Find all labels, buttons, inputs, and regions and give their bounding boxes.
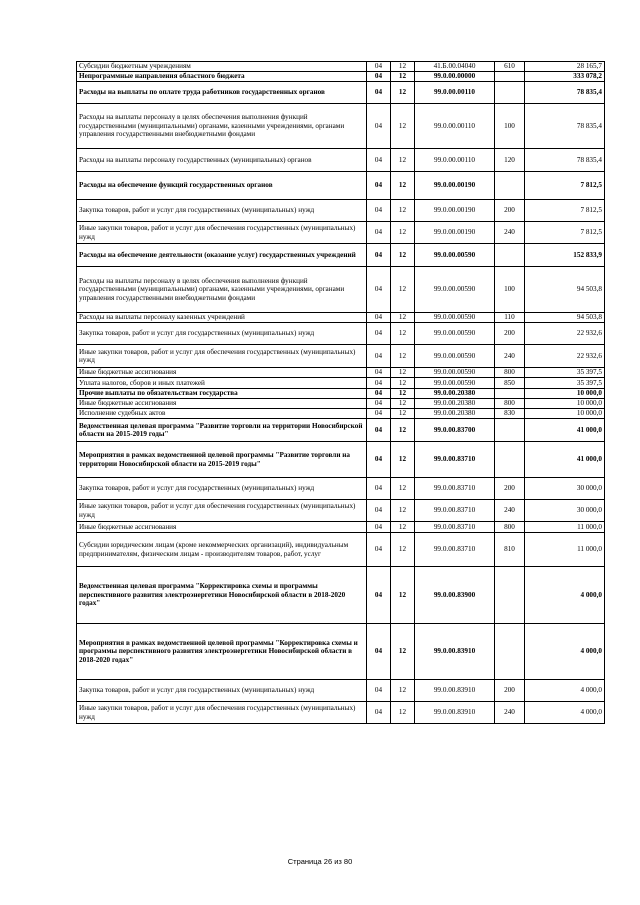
expense-name-cell: Иные закупки товаров, работ и услуг для обеспечения государственных (муниципальных) нужд [77, 222, 367, 244]
amount-cell: 94 503,8 [525, 313, 605, 323]
expense-type-cell [495, 244, 525, 267]
table-row [77, 368, 605, 378]
section-cell: 04 [367, 62, 391, 72]
target-article-cell: 99.0.00.00590 [415, 323, 495, 345]
expense-type-cell: 200 [495, 323, 525, 345]
amount-cell: 4 000,0 [525, 680, 605, 702]
target-article-cell: 99.0.00.00590 [415, 378, 495, 389]
amount-cell: 78 835,4 [525, 104, 605, 149]
expense-name-cell: Расходы на обеспечение деятельности (оказание услуг) государственных учреждений [77, 244, 367, 267]
amount-cell: 94 503,8 [525, 267, 605, 313]
subsection-cell: 12 [391, 267, 415, 313]
target-article-cell: 99.0.00.83910 [415, 702, 495, 724]
amount-cell: 28 165,7 [525, 62, 605, 72]
amount-cell: 30 000,0 [525, 478, 605, 500]
expense-type-cell [495, 82, 525, 104]
target-article-cell: 99.0.00.83710 [415, 522, 495, 533]
subsection-cell: 12 [391, 702, 415, 724]
amount-cell: 7 812,5 [525, 200, 605, 222]
subsection-cell: 12 [391, 200, 415, 222]
expense-type-cell [495, 72, 525, 82]
target-article-cell: 99.0.00.20380 [415, 389, 495, 399]
target-article-cell: 99.0.00.00110 [415, 82, 495, 104]
amount-cell: 4 000,0 [525, 567, 605, 624]
expense-type-cell [495, 419, 525, 442]
target-article-cell: 99.0.00.83910 [415, 624, 495, 680]
expense-name-cell: Закупка товаров, работ и услуг для государственных (муниципальных) нужд [77, 680, 367, 702]
amount-cell: 30 000,0 [525, 500, 605, 522]
expense-name-cell: Иные бюджетные ассигнования [77, 522, 367, 533]
expense-name-cell: Иные бюджетные ассигнования [77, 399, 367, 409]
table-row [77, 222, 605, 244]
section-cell: 04 [367, 323, 391, 345]
expense-type-cell: 100 [495, 267, 525, 313]
table-row [77, 624, 605, 680]
expense-type-cell: 200 [495, 680, 525, 702]
expense-name-cell: Ведомственная целевая программа "Корректировка схемы и программы перспективного развития электроэнергетики Новосибирской области в 2018-2020 годах" [77, 567, 367, 624]
section-cell: 04 [367, 624, 391, 680]
expense-name-cell: Субсидии юридическим лицам (кроме некоммерческих организаций), индивидуальным предпринимателям, физическим лицам - производителям товаров, работ, услуг [77, 533, 367, 567]
subsection-cell: 12 [391, 82, 415, 104]
subsection-cell: 12 [391, 72, 415, 82]
section-cell: 04 [367, 419, 391, 442]
expense-name-cell: Расходы на выплаты по оплате труда работников государственных органов [77, 82, 367, 104]
expense-name-cell: Субсидии бюджетным учреждениям [77, 62, 367, 72]
expense-name-cell: Иные закупки товаров, работ и услуг для обеспечения государственных (муниципальных) нужд [77, 345, 367, 368]
expense-name-cell: Расходы на выплаты персоналу в целях обеспечения выполнения функций государственными (муниципальными) органами, казенными учреждениями, органами управления государственными внебюджетными фондами [77, 267, 367, 313]
section-cell: 04 [367, 244, 391, 267]
amount-cell: 333 078,2 [525, 72, 605, 82]
subsection-cell: 12 [391, 222, 415, 244]
section-cell: 04 [367, 389, 391, 399]
section-cell: 04 [367, 533, 391, 567]
section-cell: 04 [367, 680, 391, 702]
target-article-cell: 99.0.00.00590 [415, 368, 495, 378]
expense-name-cell: Иные закупки товаров, работ и услуг для обеспечения государственных (муниципальных) нужд [77, 702, 367, 724]
subsection-cell: 12 [391, 419, 415, 442]
amount-cell: 35 397,5 [525, 368, 605, 378]
section-cell: 04 [367, 378, 391, 389]
section-cell: 04 [367, 702, 391, 724]
table-row [77, 62, 605, 72]
table-row [77, 244, 605, 267]
table-row [77, 323, 605, 345]
subsection-cell: 12 [391, 624, 415, 680]
target-article-cell: 41.Б.00.04040 [415, 62, 495, 72]
expense-type-cell: 800 [495, 522, 525, 533]
amount-cell: 7 812,5 [525, 172, 605, 200]
table-row [77, 680, 605, 702]
subsection-cell: 12 [391, 62, 415, 72]
table-row [77, 149, 605, 172]
section-cell: 04 [367, 149, 391, 172]
target-article-cell: 99.0.00.00590 [415, 345, 495, 368]
expense-type-cell [495, 172, 525, 200]
target-article-cell: 99.0.00.00590 [415, 267, 495, 313]
subsection-cell: 12 [391, 522, 415, 533]
target-article-cell: 99.0.00.83710 [415, 533, 495, 567]
table-row [77, 442, 605, 478]
table-row [77, 104, 605, 149]
expense-type-cell: 240 [495, 702, 525, 724]
subsection-cell: 12 [391, 389, 415, 399]
expense-name-cell: Уплата налогов, сборов и иных платежей [77, 378, 367, 389]
table-row [77, 522, 605, 533]
section-cell: 04 [367, 478, 391, 500]
section-cell: 04 [367, 104, 391, 149]
expense-type-cell: 100 [495, 104, 525, 149]
table-row [77, 500, 605, 522]
expense-type-cell: 200 [495, 200, 525, 222]
budget-table-body [77, 62, 605, 724]
table-row [77, 267, 605, 313]
target-article-cell: 99.0.00.00190 [415, 172, 495, 200]
expense-name-cell: Расходы на выплаты персоналу в целях обеспечения выполнения функций государственными (муниципальными) органами, казенными учреждениями, органами управления государственными внебюджетными фондами [77, 104, 367, 149]
target-article-cell: 99.0.00.83700 [415, 419, 495, 442]
expense-type-cell: 110 [495, 313, 525, 323]
subsection-cell: 12 [391, 500, 415, 522]
expense-name-cell: Прочие выплаты по обязательствам государства [77, 389, 367, 399]
section-cell: 04 [367, 522, 391, 533]
expense-name-cell: Закупка товаров, работ и услуг для государственных (муниципальных) нужд [77, 323, 367, 345]
section-cell: 04 [367, 500, 391, 522]
table-row [77, 419, 605, 442]
amount-cell: 4 000,0 [525, 702, 605, 724]
subsection-cell: 12 [391, 533, 415, 567]
section-cell: 04 [367, 442, 391, 478]
table-row [77, 172, 605, 200]
expense-name-cell: Закупка товаров, работ и услуг для государственных (муниципальных) нужд [77, 478, 367, 500]
table-row [77, 345, 605, 368]
amount-cell: 10 000,0 [525, 399, 605, 409]
amount-cell: 41 000,0 [525, 442, 605, 478]
expense-type-cell: 810 [495, 533, 525, 567]
expense-name-cell: Расходы на выплаты персоналу государственных (муниципальных) органов [77, 149, 367, 172]
subsection-cell: 12 [391, 409, 415, 419]
target-article-cell: 99.0.00.00590 [415, 244, 495, 267]
amount-cell: 11 000,0 [525, 522, 605, 533]
expense-type-cell [495, 442, 525, 478]
expense-type-cell [495, 389, 525, 399]
section-cell: 04 [367, 82, 391, 104]
amount-cell: 7 812,5 [525, 222, 605, 244]
table-row [77, 72, 605, 82]
section-cell: 04 [367, 399, 391, 409]
subsection-cell: 12 [391, 442, 415, 478]
target-article-cell: 99.0.00.00590 [415, 313, 495, 323]
table-row [77, 567, 605, 624]
table-row [77, 378, 605, 389]
subsection-cell: 12 [391, 244, 415, 267]
subsection-cell: 12 [391, 378, 415, 389]
subsection-cell: 12 [391, 345, 415, 368]
table-row [77, 702, 605, 724]
target-article-cell: 99.0.00.00190 [415, 222, 495, 244]
amount-cell: 4 000,0 [525, 624, 605, 680]
amount-cell: 41 000,0 [525, 419, 605, 442]
expense-name-cell: Исполнение судебных актов [77, 409, 367, 419]
expense-type-cell: 830 [495, 409, 525, 419]
table-row [77, 399, 605, 409]
table-row [77, 409, 605, 419]
target-article-cell: 99.0.00.00190 [415, 200, 495, 222]
subsection-cell: 12 [391, 104, 415, 149]
expense-type-cell [495, 624, 525, 680]
section-cell: 04 [367, 345, 391, 368]
amount-cell: 22 932,6 [525, 323, 605, 345]
target-article-cell: 99.0.00.00110 [415, 104, 495, 149]
table-row [77, 389, 605, 399]
expense-type-cell: 240 [495, 222, 525, 244]
expense-name-cell: Иные закупки товаров, работ и услуг для обеспечения государственных (муниципальных) нужд [77, 500, 367, 522]
subsection-cell: 12 [391, 478, 415, 500]
page-number: Страница 26 из 80 [287, 857, 353, 866]
expense-name-cell: Расходы на обеспечение функций государственных органов [77, 172, 367, 200]
expense-name-cell: Ведомственная целевая программа "Развитие торговли на территории Новосибирской области на 2015-2019 годы" [77, 419, 367, 442]
expense-name-cell: Мероприятия в рамках ведомственной целевой программы "Корректировка схемы и программы перспективного развития электроэнергетики Новосибирской области в 2018-2020 годах" [77, 624, 367, 680]
target-article-cell: 99.0.00.00000 [415, 72, 495, 82]
target-article-cell: 99.0.00.83710 [415, 478, 495, 500]
expense-type-cell [495, 567, 525, 624]
section-cell: 04 [367, 200, 391, 222]
target-article-cell: 99.0.00.20380 [415, 399, 495, 409]
target-article-cell: 99.0.00.83900 [415, 567, 495, 624]
subsection-cell: 12 [391, 149, 415, 172]
budget-table [76, 61, 605, 724]
table-row [77, 200, 605, 222]
amount-cell: 152 833,9 [525, 244, 605, 267]
amount-cell: 78 835,4 [525, 149, 605, 172]
subsection-cell: 12 [391, 172, 415, 200]
table-row [77, 82, 605, 104]
section-cell: 04 [367, 313, 391, 323]
section-cell: 04 [367, 222, 391, 244]
section-cell: 04 [367, 267, 391, 313]
amount-cell: 78 835,4 [525, 82, 605, 104]
section-cell: 04 [367, 172, 391, 200]
amount-cell: 10 000,0 [525, 389, 605, 399]
subsection-cell: 12 [391, 313, 415, 323]
target-article-cell: 99.0.00.83710 [415, 442, 495, 478]
expense-type-cell: 120 [495, 149, 525, 172]
subsection-cell: 12 [391, 680, 415, 702]
amount-cell: 35 397,5 [525, 378, 605, 389]
amount-cell: 10 000,0 [525, 409, 605, 419]
expense-name-cell: Закупка товаров, работ и услуг для государственных (муниципальных) нужд [77, 200, 367, 222]
expense-type-cell: 800 [495, 399, 525, 409]
subsection-cell: 12 [391, 368, 415, 378]
amount-cell: 11 000,0 [525, 533, 605, 567]
expense-type-cell: 240 [495, 345, 525, 368]
table-row [77, 478, 605, 500]
expense-type-cell: 850 [495, 378, 525, 389]
expense-name-cell: Иные бюджетные ассигнования [77, 368, 367, 378]
expense-name-cell: Мероприятия в рамках ведомственной целевой программы "Развитие торговли на территории Новосибирской области на 2015-2019 годы" [77, 442, 367, 478]
target-article-cell: 99.0.00.00110 [415, 149, 495, 172]
subsection-cell: 12 [391, 323, 415, 345]
expense-type-cell: 610 [495, 62, 525, 72]
amount-cell: 22 932,6 [525, 345, 605, 368]
section-cell: 04 [367, 409, 391, 419]
target-article-cell: 99.0.00.20380 [415, 409, 495, 419]
expense-type-cell: 240 [495, 500, 525, 522]
subsection-cell: 12 [391, 399, 415, 409]
target-article-cell: 99.0.00.83910 [415, 680, 495, 702]
section-cell: 04 [367, 567, 391, 624]
section-cell: 04 [367, 368, 391, 378]
subsection-cell: 12 [391, 567, 415, 624]
target-article-cell: 99.0.00.83710 [415, 500, 495, 522]
expense-name-cell: Непрограммные направления областного бюджета [77, 72, 367, 82]
expense-type-cell: 800 [495, 368, 525, 378]
table-row [77, 313, 605, 323]
expense-name-cell: Расходы на выплаты персоналу казенных учреждений [77, 313, 367, 323]
table-row [77, 533, 605, 567]
expense-type-cell: 200 [495, 478, 525, 500]
section-cell: 04 [367, 72, 391, 82]
